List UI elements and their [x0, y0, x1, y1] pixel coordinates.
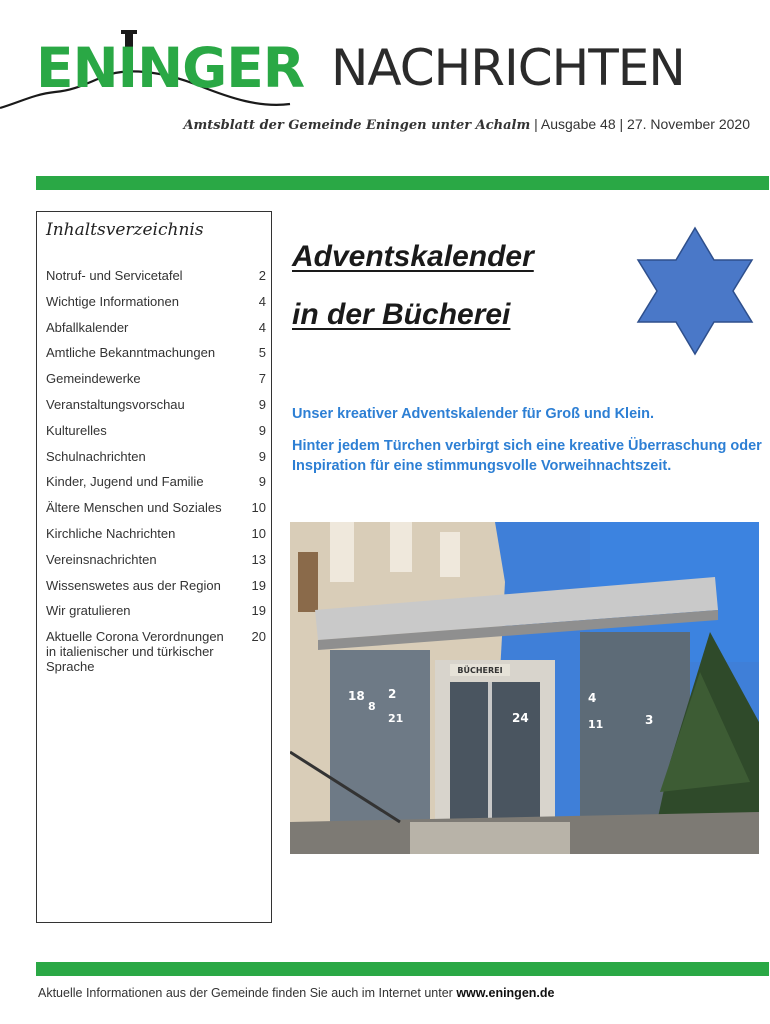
table-of-contents	[36, 211, 272, 923]
toc-item-label: Kinder, Jugend und Familie	[46, 474, 204, 490]
toc-item-page: 19	[251, 577, 266, 593]
toc-item-label: Kirchliche Nachrichten	[46, 525, 176, 541]
toc-item-page: 4	[258, 293, 266, 309]
toc-item-label: Schulnachrichten	[46, 448, 146, 464]
toc-item[interactable]	[46, 603, 268, 629]
toc-item-label: Vereinsnachrichten	[46, 551, 157, 567]
toc-item[interactable]	[46, 449, 268, 475]
toc-item-page: 7	[258, 371, 266, 387]
toc-item-page: 9	[258, 448, 266, 464]
toc-item[interactable]	[46, 474, 268, 500]
toc-item[interactable]	[46, 629, 268, 675]
toc-item-label: Wir gratulieren	[46, 603, 131, 619]
toc-item-label: Aktuelle Corona Verordnungen in italienischer und türkischer Sprache	[46, 629, 224, 675]
window-number: 24	[512, 711, 529, 725]
window-number: 18	[348, 689, 365, 703]
amtsblatt-label: Amtsblatt der Gemeinde Eningen unter Achalm	[183, 118, 531, 133]
library-photo	[290, 522, 759, 854]
toc-item[interactable]	[46, 578, 268, 604]
toc-item-label: Wissenswetes aus der Region	[46, 577, 221, 593]
toc-item[interactable]	[46, 526, 268, 552]
toc-item[interactable]	[46, 423, 268, 449]
photo-sign-text: BÜCHEREI	[457, 666, 503, 675]
toc-item[interactable]	[46, 268, 268, 294]
masthead-title-black: NACHRICHTEN	[331, 39, 685, 97]
toc-item[interactable]	[46, 371, 268, 397]
toc-item-label: Abfallkalender	[46, 319, 129, 335]
toc-item-page: 9	[258, 474, 266, 490]
star-icon	[636, 226, 754, 356]
toc-item-page: 4	[258, 319, 266, 335]
toc-item-label: Kulturelles	[46, 422, 107, 438]
toc-item-page: 9	[258, 422, 266, 438]
toc-item-page: 9	[258, 396, 266, 412]
toc-item-label: Gemeindewerke	[46, 371, 141, 387]
article-paragraph-1: Unser kreativer Adventskalender für Groß und Klein.	[292, 406, 655, 422]
window-number: 2	[388, 687, 397, 701]
separator: |	[534, 116, 541, 132]
toc-item[interactable]	[46, 345, 268, 371]
separator: |	[619, 116, 628, 132]
article-headline-line1: Adventskalender	[292, 240, 534, 273]
masthead-title-green: ENINGER	[36, 36, 305, 100]
issue-line	[183, 116, 750, 133]
toc-item[interactable]	[46, 552, 268, 578]
footer-text: Aktuelle Informationen aus der Gemeinde finden Sie auch im Internet unter	[38, 986, 453, 1000]
issue-number: Ausgabe 48	[540, 116, 616, 132]
toc-item[interactable]	[46, 500, 268, 526]
toc-item[interactable]	[46, 294, 268, 320]
article-paragraph-2: Hinter jedem Türchen verbirgt sich eine kreative Überraschung oder Inspiration für eine stimmungsvolle Vorweihnachtszeit.	[292, 438, 762, 474]
toc-item-page: 5	[258, 345, 266, 361]
toc-item-page: 13	[251, 551, 266, 567]
window-number: 21	[388, 712, 404, 725]
toc-item[interactable]	[46, 320, 268, 346]
footer-website-link[interactable]: www.eningen.de	[456, 986, 555, 1000]
window-number: 3	[645, 713, 654, 727]
toc-item-page: 2	[258, 268, 266, 283]
toc-title: Inhaltsverzeichnis	[46, 220, 204, 240]
green-divider-top	[36, 176, 769, 190]
toc-item-page: 19	[251, 603, 266, 619]
window-number: 4	[588, 691, 597, 705]
toc-item-label: Notruf- und Servicetafel	[46, 268, 183, 283]
toc-item-label: Amtliche Bekanntmachungen	[46, 345, 216, 361]
toc-item-page: 10	[251, 500, 266, 516]
toc-item-page: 20	[251, 629, 266, 645]
footer	[38, 986, 554, 1000]
window-number: 11	[588, 718, 604, 731]
toc-item-label: Ältere Menschen und Soziales	[46, 500, 222, 516]
article-headline-line2: in der Bücherei	[292, 298, 511, 331]
issue-date: 27. November 2020	[627, 116, 750, 132]
toc-item-label: Veranstaltungsvorschau	[46, 396, 185, 412]
window-number: 8	[368, 700, 376, 713]
toc-list	[46, 268, 268, 675]
masthead	[0, 28, 770, 118]
toc-item-label: Wichtige Informationen	[46, 293, 179, 309]
toc-item-page: 10	[251, 525, 266, 541]
green-divider-bottom	[36, 962, 769, 976]
toc-item[interactable]	[46, 397, 268, 423]
